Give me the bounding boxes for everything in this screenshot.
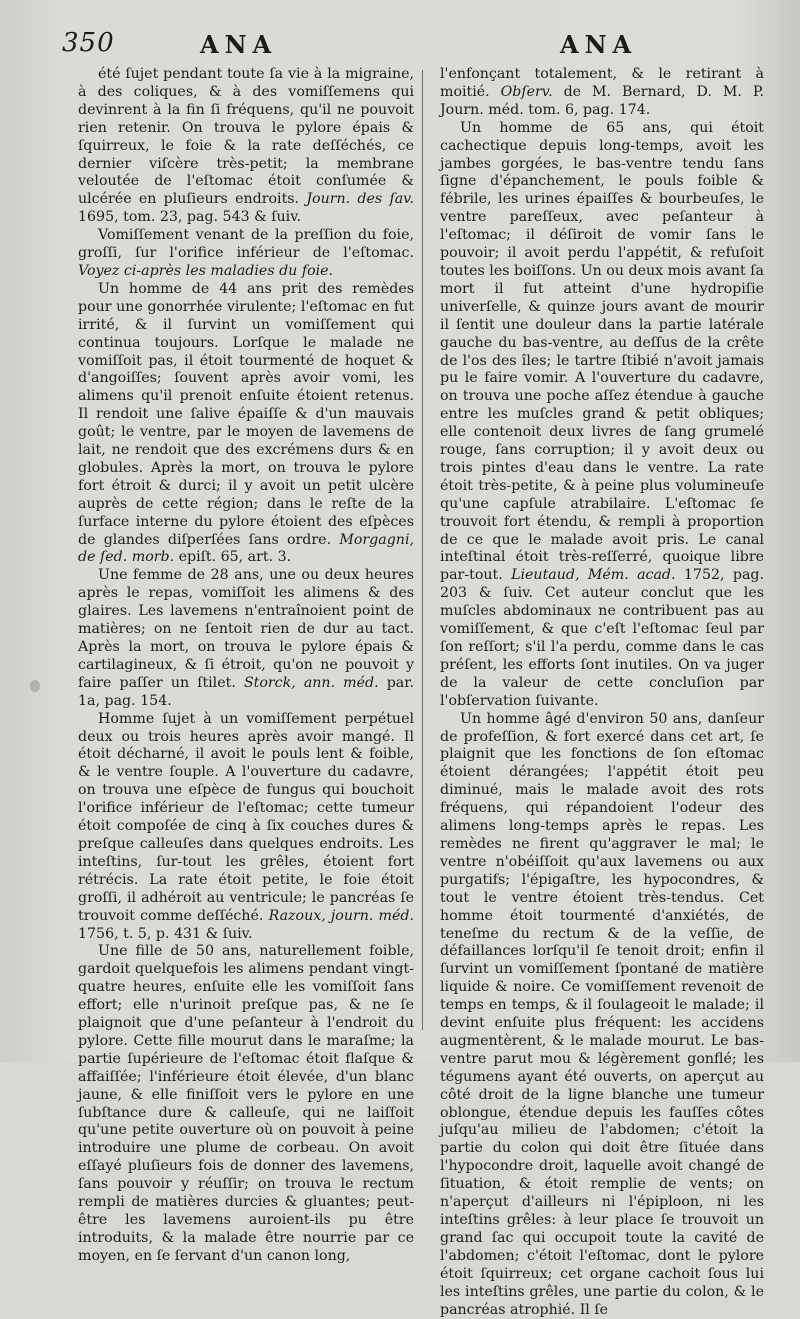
paragraph: Un homme de 44 ans prit des remèdes pour une gonorrhée virulente; l'eſtomac en fut irrité, & il ſurvint un vomiſſement qui continua toujours. Lorſque le malade ne vomiſſoit pas, il étoit tourmenté de hoquet & d'angoiſſes; ſouvent après avoir vomi, les alimens qu'il prenoit enſuite étoient retenus. Il rendoit une ſalive épaiſſe & d'un mauvais goût; le ventre, par le moyen de lavemens de lait, ne rendoit que des excrémens durs & en globules. Après la mort, on trouva le pylore fort étroit & durci; il y avoit un petit ulcère auprès de cette région; dans le reſte de la ſurface interne du pylore étoient des eſpèces de glandes diſperſées ſans ordre. Morgagni, de ſed. morb. epiſt. 65, art. 3. xyxy=(78,280,414,566)
paragraph: Un homme de 65 ans, qui étoit cachectique depuis long-temps, avoit les jambes gorgées, le bas-ventre tendu ſans ſigne d'épanchement, le pouls foible & fébrile, les urines épaiſſes & bourbeuſes, le ventre pareſſeux, avec peſanteur à l'eſtomac; il déſiroit de vomir ſans le pouvoir; il avoit perdu l'appétit, & refuſoit toutes les boiſſons. Un ou deux mois avant ſa mort il fut atteint d'une hydropiſie univerſelle, & quinze jours avant de mourir il ſentit une douleur dans la partie latérale gauche du bas-ventre, au deſſus de la crête de l'os des îles; le tartre ſtibié n'avoit jamais pu le faire vomir. A l'ouverture du cadavre, on trouva une poche aſſez étendue à gauche entre les muſcles grand & petit obliques; elle contenoit deux livres de ſang grumelé rouge, ſans corruption; il y avoit deux ou trois pintes d'eau dans le ventre. La rate étoit très-petite, & à peine plus volumineuſe qu'une capſule atrabilaire. L'eſtomac ſe trouvoit fort étendu, & rempli à proportion de ce que le malade avoit pris. Le canal inteſtinal étoit très-reſſerré, quoique libre par-tout. Lieutaud, Mém. acad. 1752, pag. 203 & ſuiv. Cet auteur conclut que les muſcles abdominaux ne contribuent pas au vomiſſement, & que c'eſt l'eſtomac ſeul par ſon reſſort; s'il l'a perdu, comme dans le cas préſent, les efforts ſont inutiles. On va juger de la valeur de cette concluſion par l'obſervation ſuivante. xyxy=(440,119,764,709)
paragraph: été ſujet pendant toute ſa vie à la migraine, à des coliques, & à des vomiſſemens qui devinrent à la fin ſi fréquens, qu'il ne pouvoit rien retenir. On trouva le pylore épais & ſquirreux, le foie & la rate deſſéchés, ce dernier viſcère très-petit; la membrane veloutée de l'eſtomac étoit conſumée & ulcérée en pluſieurs endroits. Journ. des ſav. 1695, tom. 23, pag. 543 & ſuiv. xyxy=(78,66,414,226)
page-header xyxy=(0,28,800,68)
ink-spot xyxy=(30,680,40,692)
page-number: 350 xyxy=(62,28,115,58)
column-divider xyxy=(422,70,423,1030)
running-head-right: ANA xyxy=(560,30,638,59)
paragraph: Une fille de 50 ans, naturellement foible, gardoit quelquefois les alimens pendant vingt-quatre heures, enſuite elle les vomiſſoit ſans effort; elle n'urinoit preſque pas, & ne ſe plaignoit que d'une peſanteur à l'endroit du pylore. Cette fille mourut dans le maraſme; la partie ſupérieure de l'eſtomac étoit flaſque & affaiſſée; l'inférieure étoit élevée, d'un blanc jaune, & elle finiſſoit vers le pylore en une ſubſtance dure & calleuſe, qui ne laiſſoit qu'une petite ouverture où on pouvoit à peine introduire une plume de corbeau. On avoit eſſayé pluſieurs fois de donner des lavemens, ſans pouvoir y réuſſir; on trouva le rectum rempli de matières durcies & gluantes; peut-être les lavemens auroient-ils pu être introduits, & la malade être nourrie par ce moyen, en ſe ſervant d'un canon long, xyxy=(78,943,414,1264)
paragraph: Homme ſujet à un vomiſſement perpétuel deux ou trois heures après avoir mangé. Il étoit décharné, il avoit le pouls lent & foible, & le ventre ſouple. A l'ouverture du cadavre, on trouva une eſpèce de fungus qui bouchoit l'orifice inférieur de l'eſtomac; cette tumeur étoit compoſée de cinq à ſix couches dures & preſque calleuſes dans quelques endroits. Les inteſtins, ſur-tout les grêles, étoient fort rétrécis. La rate étoit petite, le foie étoit groſſi, il adhéroit au ventricule; le pancréas ſe trouvoit comme deſſéché. Razoux, journ. méd. 1756, t. 5, p. 431 & ſuiv. xyxy=(78,710,414,942)
right-column xyxy=(440,66,764,1319)
paragraph: l'enfonçant totalement, & le retirant à moitié. Obſerv. de M. Bernard, D. M. P. Journ. méd. tom. 6, pag. 174. xyxy=(440,66,765,118)
paragraph: Un homme âgé d'environ 50 ans, danſeur de profeſſion, & fort exercé dans cet art, ſe plaignit que les fonctions de ſon eſtomac étoient dérangées; l'appétit étoit peu diminué, mais le malade avoit des rots fréquens, qui répandoient l'odeur des alimens long-temps après le repas. Les remèdes ne firent qu'aggraver le mal; le ventre n'obéiſſoit qu'aux lavemens ou aux purgatifs; l'épigaſtre, les hypocondres, & tout le ventre étoient très-tendus. Cet homme étoit tourmenté d'anxiétés, de teneſme du rectum & de la veſſie, de défaillances lorſqu'il ſe tenoit droit; enfin il ſurvint un vomiſſement ſpontané de matière liquide & noire. Ce vomiſſement revenoit de temps en temps, & il ſoulageoit le malade; il devint enſuite plus fréquent: les accidens augmentèrent, & le malade mourut. Le bas-ventre parut mou & légèrement gonflé; les tégumens ayant été ouverts, on aperçut au côté droit de la ligne blanche une tumeur oblongue, étendue depuis les fauſſes côtes juſqu'au milieu de l'abdomen; c'étoit la partie du colon qui doit être ſituée dans l'hypocondre droit, laquelle avoit changé de ſituation, & étoit remplie de vents; on n'aperçut d'ailleurs ni l'épiploon, ni les inteſtins grêles: à leur place ſe trouvoit un grand ſac qui occupoit toute la cavité de l'abdomen; c'étoit l'eſtomac, dont le pylore étoit ſquirreux; cet organe cachoit ſous lui les inteſtins grêles, une partie du colon, & le pancréas atrophié. Il ſe xyxy=(440,710,764,1318)
running-head-left: ANA xyxy=(200,30,278,59)
paragraph: Une femme de 28 ans, une ou deux heures après le repas, vomiſſoit les alimens & des glaires. Les lavemens n'entraînoient point de matières; on ne ſentoit rien de dur au tact. Après la mort, on trouva le pylore épais & cartilagineux, & ſi étroit, qu'on ne pouvoit y faire paſſer un ſtilet. Storck, ann. méd. par. 1a, pag. 154. xyxy=(78,567,414,709)
paragraph: Vomiſſement venant de la preſſion du foie, groſſi, ſur l'orifice inférieur de l'eſtomac. Voyez ci-après les maladies du foie. xyxy=(78,227,414,279)
left-column xyxy=(78,66,414,1266)
